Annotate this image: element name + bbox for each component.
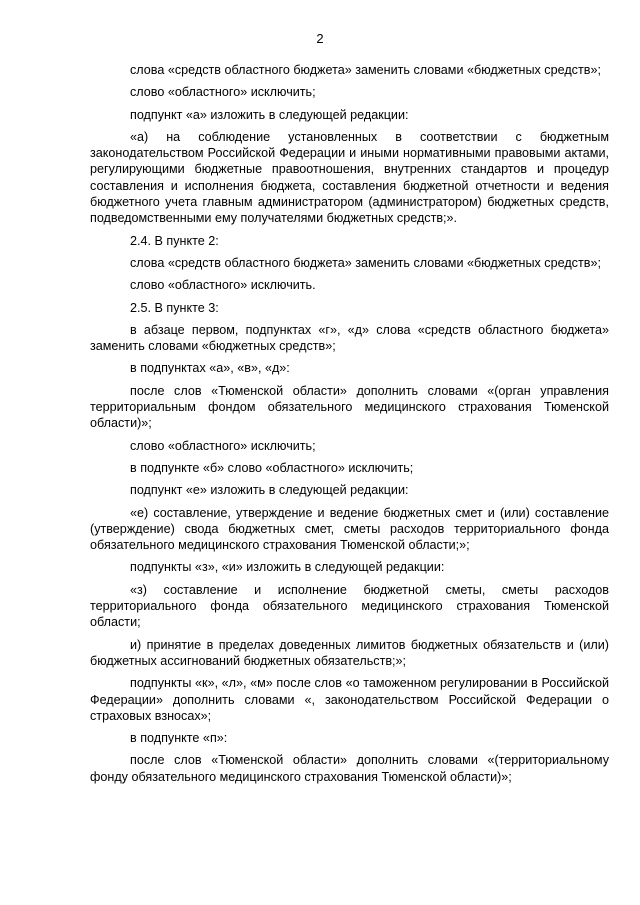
document-body	[90, 62, 609, 791]
paragraph: слово «областного» исключить;	[130, 438, 316, 453]
paragraph: после слов «Тюменской области» дополнить словами «(орган управления территориальным фондом обязательного медицинского страхования Тюменской области)»;	[90, 383, 609, 431]
paragraph: «з) составление и исполнение бюджетной сметы, сметы расходов территориального фонда обязательного медицинского страхования Тюменской области;	[90, 582, 609, 630]
paragraph: подпункт «а» изложить в следующей редакции:	[130, 107, 409, 122]
paragraph: 2.4. В пункте 2:	[130, 233, 219, 248]
paragraph: «а) на соблюдение установленных в соответствии с бюджетным законодательством Российской Федерации и иными нормативными правовыми актами, регулирующими бюджетные правоотношения, внутренних стандартов и процедур составления и исполнения бюджета, составления бюджетной отчетности и ведения бюджетного учета главным администратором (администратором) бюджетных средств, подведомственными ему получателями бюджетных средств;».	[90, 129, 609, 226]
paragraph: слово «областного» исключить;	[130, 85, 316, 100]
paragraph: 2.5. В пункте 3:	[130, 300, 219, 315]
paragraph: подпункт «е» изложить в следующей редакции:	[130, 483, 409, 498]
paragraph: и) принятие в пределах доведенных лимитов бюджетных обязательств и (или) бюджетных ассигнований бюджетных обязательств;»;	[90, 637, 609, 668]
paragraph: подпункты «з», «и» изложить в следующей редакции:	[130, 560, 445, 575]
paragraph: в абзаце первом, подпунктах «г», «д» слова «средств областного бюджета» заменить словами «бюджетных средств»;	[90, 322, 609, 354]
paragraph: подпункты «к», «л», «м» после слов «о таможенном регулировании в Российской Федерации» дополнить словами «, законодательством Российской Федерации о страховых взносах»;	[90, 676, 609, 723]
paragraph: слова «средств областного бюджета» заменить словами «бюджетных средств»;	[130, 63, 601, 77]
paragraph: в подпункте «п»:	[130, 731, 228, 746]
paragraph: слово «областного» исключить.	[130, 278, 316, 293]
paragraph: в подпункте «б» слово «областного» исключить;	[130, 460, 414, 475]
paragraph: в подпунктах «а», «в», «д»:	[130, 361, 290, 376]
page-number: 2	[316, 31, 324, 46]
paragraph: после слов «Тюменской области» дополнить словами «(территориальному фонду обязательного медицинского страхования Тюменской области)»;	[90, 753, 609, 784]
paragraph: «е) составление, утверждение и ведение бюджетных смет и (или) составление (утверждение) свода бюджетных смет, сметы расходов территориального фонда обязательного медицинского страхования Тюменской области;»;	[90, 505, 609, 553]
paragraph: слова «средств областного бюджета» заменить словами «бюджетных средств»;	[130, 255, 601, 270]
